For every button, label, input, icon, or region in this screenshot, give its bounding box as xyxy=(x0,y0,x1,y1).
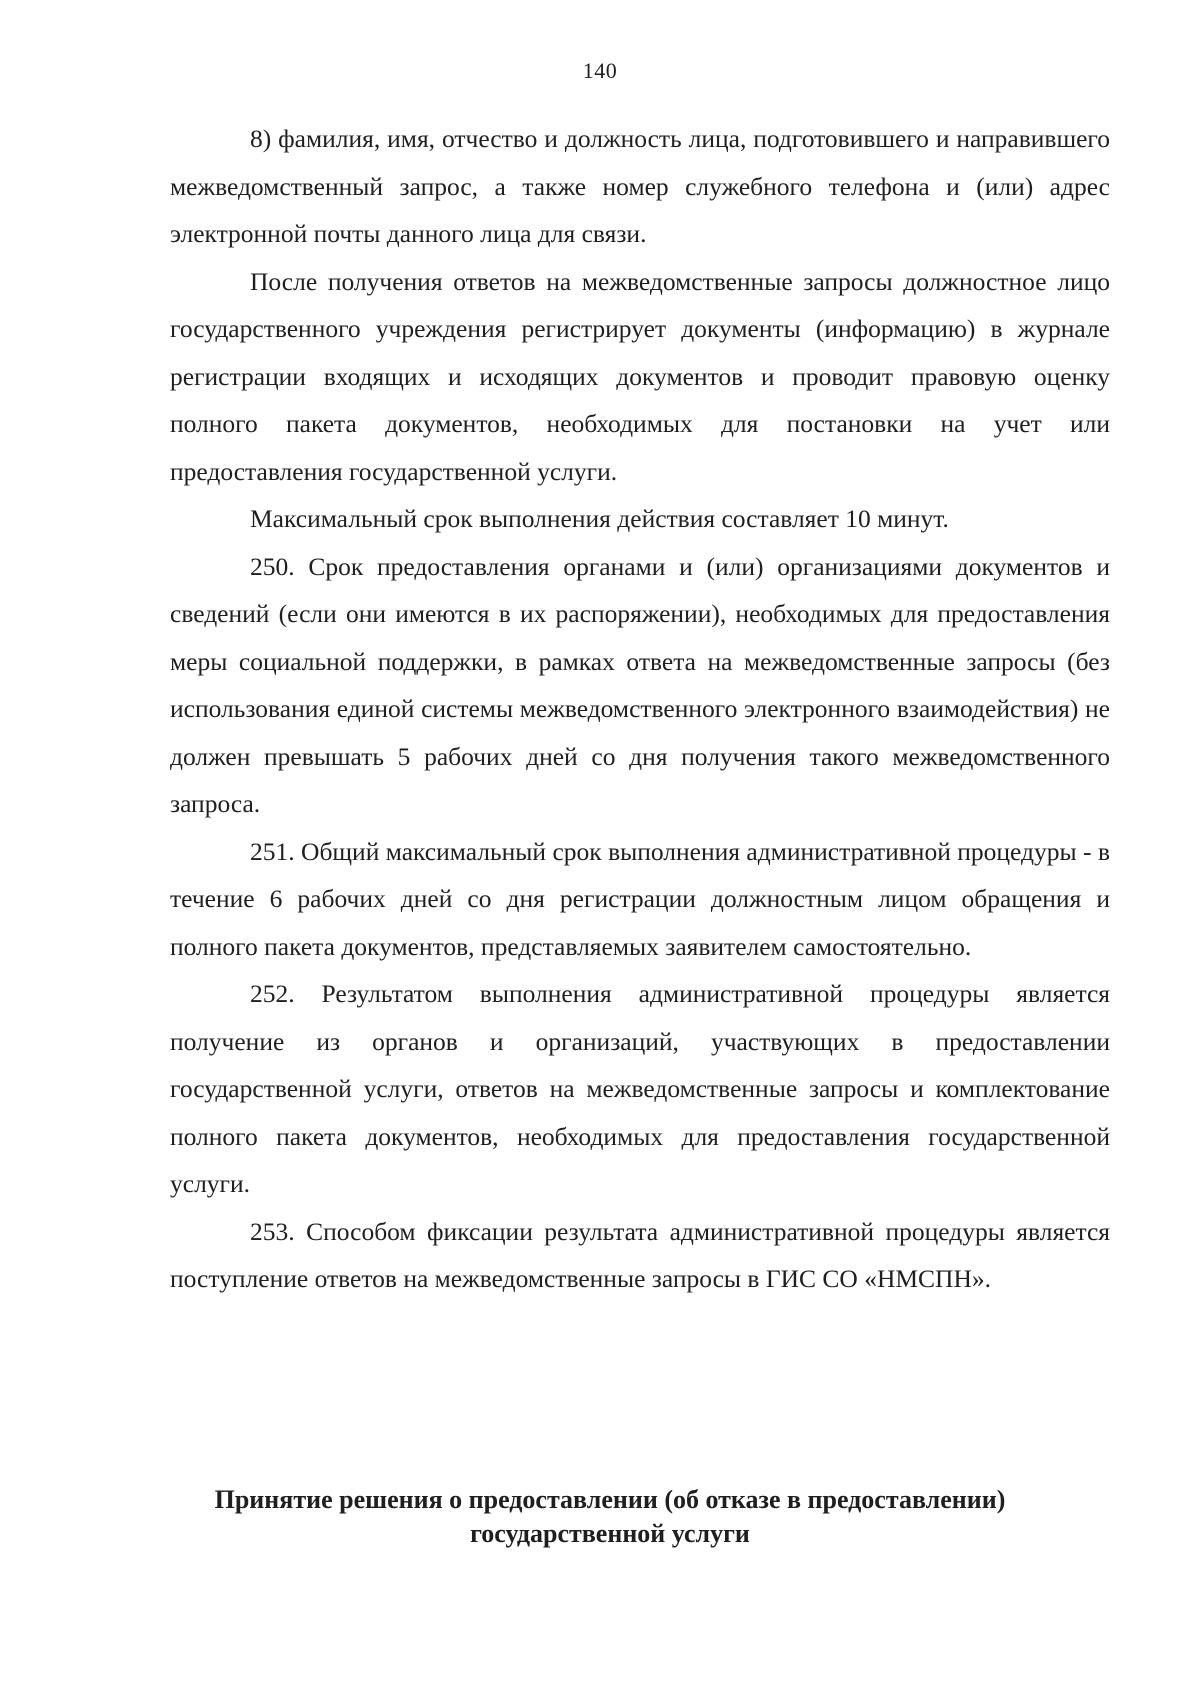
section-heading-line-1: Принятие решения о предоставлении (об отказе в предоставлении) xyxy=(214,1485,1006,1514)
document-body xyxy=(170,115,1110,1303)
paragraph-252: 252. Результатом выполнения административной процедуры является получение из органов и организаций, участвующих в предоставлении государственной услуги, ответов на межведомственные запросы и комплектование полного пакета документов, необходимых для предоставления государственной услуги. xyxy=(170,979,1110,1198)
paragraph-250: 250. Срок предоставления органами и (или) организациями документов и сведений (если они имеются в их распоряжении), необходимых для предоставления меры социальной поддержки, в рамках ответа на межведомственные запросы (без использования единой системы межведомственного электронного взаимодействия) не должен превышать 5 рабочих дней со дня получения такого межведомственного запроса. xyxy=(170,551,1110,818)
paragraph-item-8: 8) фамилия, имя, отчество и должность лица, подготовившего и направившего межведомственный запрос, а также номер служебного телефона и (или) адрес электронной почты данного лица для связи. xyxy=(170,124,1110,248)
section-heading xyxy=(150,1483,1070,1551)
paragraph-after-responses: После получения ответов на межведомственные запросы должностное лицо государственного учреждения регистрирует документы (информацию) в журнале регистрации входящих и исходящих документов и проводит правовую оценку полного пакета документов, необходимых для постановки на учет или предоставления государственной услуги. xyxy=(170,266,1110,486)
page-number: 140 xyxy=(582,58,618,83)
paragraph-251: 251. Общий максимальный срок выполнения административной процедуры - в течение 6 рабочих дней со дня регистрации должностным лицом обращения и полного пакета документов, представляемых заявителем самостоятельно. xyxy=(170,836,1110,961)
paragraph-max-time: Максимальный срок выполнения действия составляет 10 минут. xyxy=(250,504,949,533)
section-heading-line-2: государственной услуги xyxy=(470,1519,750,1548)
paragraph-253: 253. Способом фиксации результата административной процедуры является поступление ответов на межведомственные запросы в ГИС СО «НМСПН». xyxy=(170,1216,1110,1293)
